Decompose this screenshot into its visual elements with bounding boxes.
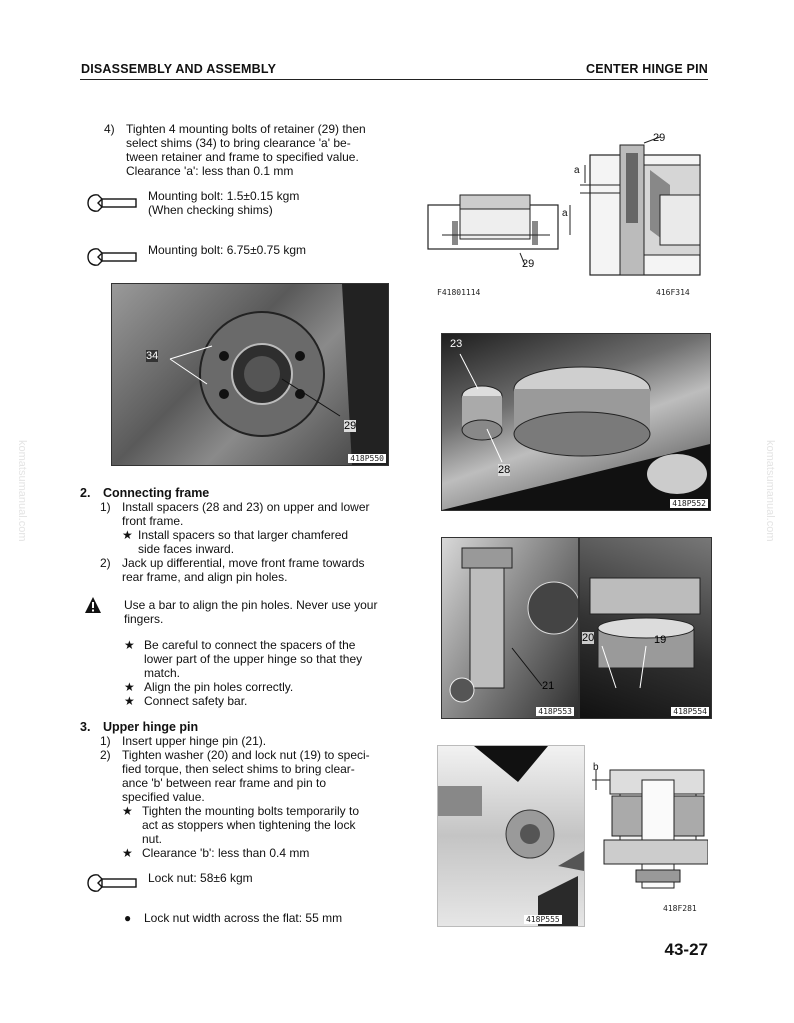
note-line: act as stoppers when tightening the lock [142,818,356,832]
torque-1-line2: (When checking shims) [148,203,273,217]
section-2-num: 2. [80,486,91,500]
photo-2-caption: 418P552 [672,499,706,508]
step-4-num: 4) [104,122,115,136]
section-2-title: Connecting frame [103,486,210,500]
photo-5-caption: 418P555 [526,915,560,924]
torque-1 [148,189,299,217]
figure-clearance-b [590,760,708,890]
section-3-step2-line: Tighten washer (20) and lock nut (19) to speci- [122,748,370,762]
section-3-step2-line: ance 'b' between rear frame and pin to [122,776,327,790]
star-icon: ★ [122,804,133,818]
section-2-notes [124,638,394,708]
note-line: Clearance 'b': less than 0.4 mm [142,846,310,860]
warning-line: Use a bar to align the pin holes. Never use your [124,598,378,612]
header-rule [80,79,708,80]
star-icon: ★ [122,528,133,542]
photo-1-caption: 418P550 [350,454,384,463]
bullet-icon: ● [124,911,132,925]
bullet-text: Lock nut width across the flat: 55 mm [144,911,343,925]
wrench-icon [86,872,138,894]
photo-1-label-34: 34 [146,350,159,362]
watermark-right: komatsumanual.com [764,440,776,542]
note-line: Align the pin holes correctly. [144,680,294,694]
fig-1-label-a1: a [574,165,580,176]
star-icon: ★ [122,846,133,860]
note-line: nut. [142,832,163,846]
step-4-line: Tighten 4 mounting bolts of retainer (29) then [126,122,366,136]
step-4 [104,122,394,178]
torque-2: Mounting bolt: 6.75±0.75 kgm [148,243,307,257]
photo-2-label-23: 23 [450,338,463,350]
section-3-step2-num: 2) [100,748,111,762]
wrench-icon [86,246,138,268]
note-line: match. [144,666,181,680]
fig-1-label-29-bottom: 29 [522,258,535,270]
step-4-line: Clearance 'a': less than 0.1 mm [126,164,294,178]
section-connecting-frame [80,486,390,584]
fig-2-label-b: b [593,762,599,773]
step-4-line: tween retainer and frame to specified value. [126,150,359,164]
section-2-step1-line: front frame. [122,514,184,528]
watermark-left: komatsumanual.com [16,440,28,542]
photo-spacers [441,333,711,511]
note-line: Connect safety bar. [144,694,248,708]
fig-2-caption: 418F281 [663,904,697,913]
fig-1-label-a2: a [562,208,568,219]
figure-retainer-clearance [420,125,710,285]
star-icon: ★ [124,694,135,708]
section-2-step2-line: Jack up differential, move front frame towards [122,556,365,570]
section-2-step1-note: Install spacers so that larger chamfered [138,528,349,542]
photo-retainer-shims [111,283,389,466]
section-3-title: Upper hinge pin [103,720,199,734]
photo-4-label-19: 19 [654,634,667,646]
step-4-line: select shims (34) to bring clearance 'a' be- [126,136,351,150]
warning-icon [84,596,102,614]
photo-2-label-28: 28 [498,464,511,476]
photo-3-caption: 418P553 [538,707,572,716]
photo-nut-wrench [437,745,585,927]
note-line: Tighten the mounting bolts temporarily to [142,804,360,818]
section-3-step1-line: Insert upper hinge pin (21). [122,734,267,748]
header-left: DISASSEMBLY AND ASSEMBLY [81,62,277,76]
photo-4-label-20: 20 [582,632,595,644]
note-line: lower part of the upper hinge so that they [144,652,363,666]
section-2-step1-line: Install spacers (28 and 23) on upper and lower [122,500,370,514]
bullet-item [124,911,342,925]
section-3-step2-line: fied torque, then select shims to bring clear- [122,762,355,776]
section-upper-hinge-pin [80,720,390,860]
page-number: 43-27 [664,940,708,959]
torque-1-line1: Mounting bolt: 1.5±0.15 kgm [148,189,300,203]
section-3-num: 3. [80,720,91,734]
section-2-step1-note: side faces inward. [138,542,235,556]
warning-text [124,598,377,626]
section-2-step1-num: 1) [100,500,111,514]
header-right: CENTER HINGE PIN [586,62,708,76]
wrench-icon [86,192,138,214]
fig-1-caption-left: F41801114 [437,288,481,297]
section-2-step2-num: 2) [100,556,111,570]
photo-1-label-29: 29 [344,420,357,432]
warning-line: fingers. [124,612,164,626]
fig-1-label-29-top: 29 [653,132,666,144]
star-icon: ★ [124,638,135,652]
photo-3-label-21: 21 [542,680,555,692]
star-icon: ★ [124,680,135,694]
photo-hinge-pin [441,537,579,719]
photo-4-caption: 418P554 [673,707,707,716]
section-3-step2-line: specified value. [122,790,205,804]
section-3-step1-num: 1) [100,734,111,748]
fig-1-caption-right: 416F314 [656,288,690,297]
note-line: Be careful to connect the spacers of the [144,638,356,652]
photo-lock-nut [579,537,712,719]
section-2-step2-line: rear frame, and align pin holes. [122,570,288,584]
torque-3: Lock nut: 58±6 kgm [148,871,253,885]
